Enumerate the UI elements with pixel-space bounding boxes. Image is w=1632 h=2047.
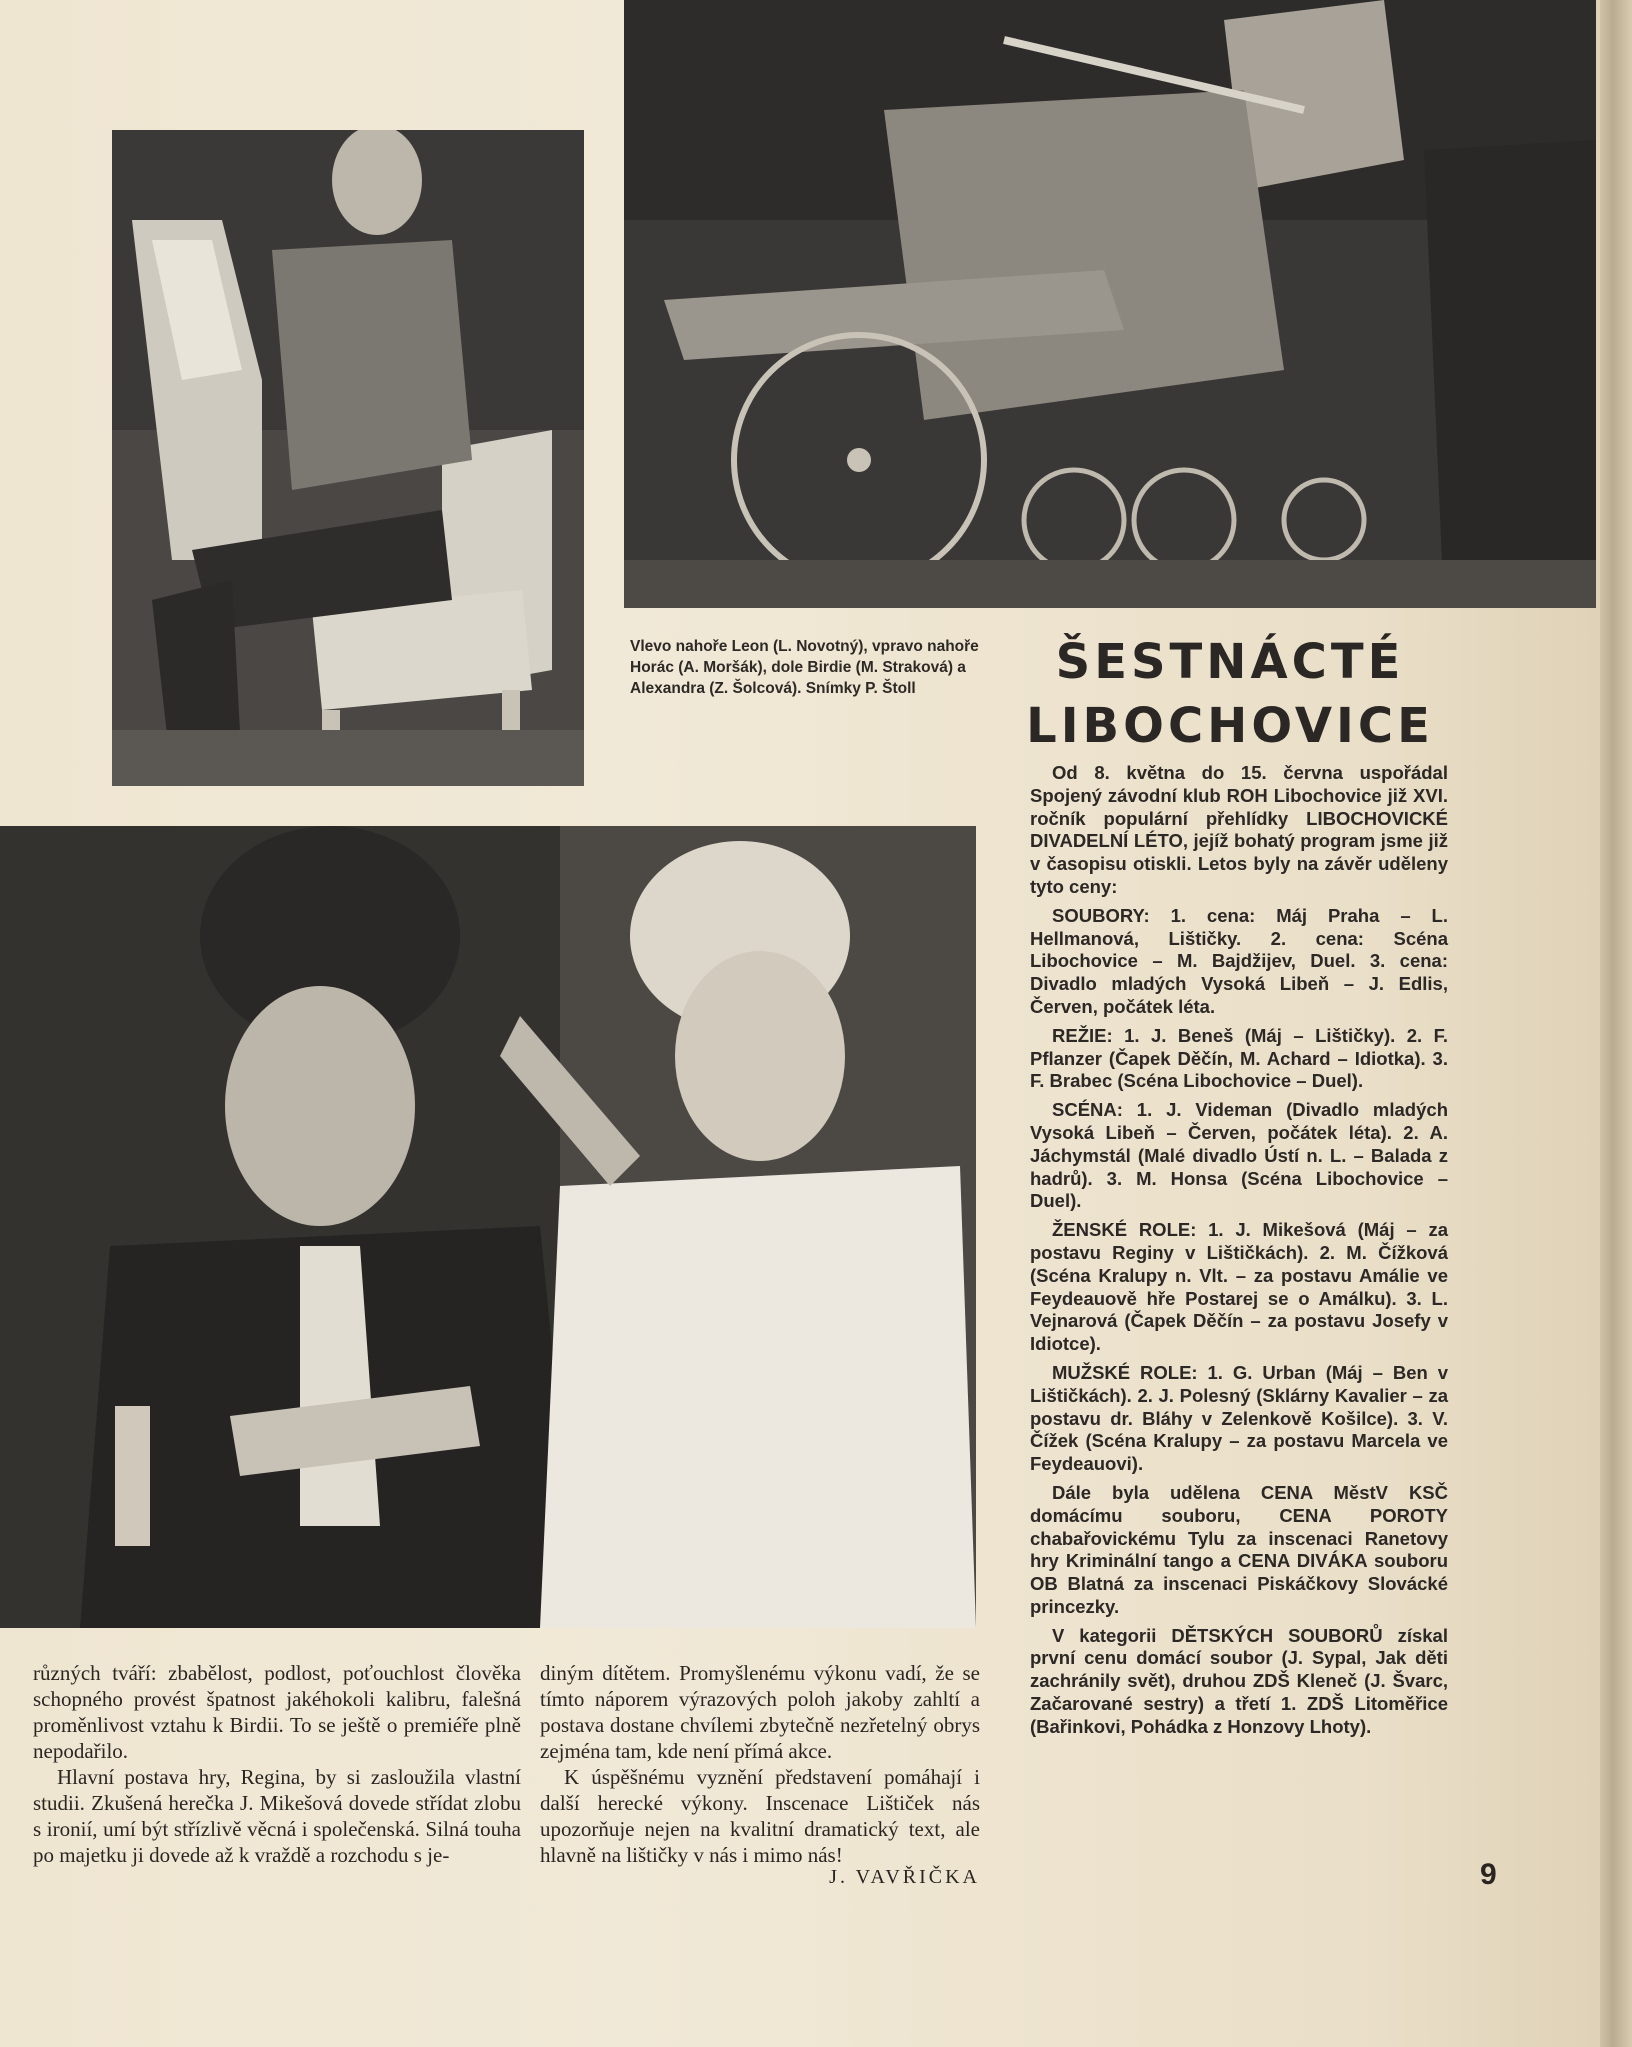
paragraph: Hlavní postava hry, Regina, by si zasloužila vlastní studii. Zkušená herečka J. Mikešová dovede střídat zlobu s ironií, umí být střízlivě věcná i společenská. Silná touha po majetku ji dovede až k vraždě a rozchodu s je- <box>33 1765 521 1867</box>
page-number: 9 <box>1480 1858 1497 1891</box>
photo-bottom <box>0 826 976 1628</box>
paragraph: MUŽSKÉ ROLE: 1. G. Urban (Máj – Ben v Lištičkách). 2. J. Polesný (Sklárny Kavalier – za postavu dr. Bláhy v Zelenkově Košilce). 3. V. Čížek (Scéna Kralupy – za postavu Marcela ve Feydeauovi). <box>1030 1361 1448 1475</box>
headline-line-1: ŠESTNÁCTÉ <box>1055 634 1405 690</box>
paragraph: Od 8. května do 15. června uspořádal Spojený závodní klub ROH Libochovice již XVI. ročník populární přehlídky LIBOCHOVICKÉ DIVADELNÍ LÉTO, jejíž bohatý program jsme již v časopisu otiskli. Letos byly na závěr uděleny tyto ceny: <box>1030 762 1448 897</box>
author-signature: J. VAVŘIČKA <box>829 1866 980 1888</box>
paragraph: K úspěšnému vyznění představení pomáhají i další herecké výkony. Inscenace Lištiček nás upozorňuje nejen na kvalitní dramatický text, ale hlavně na lištičky v nás i mimo nás! <box>540 1765 980 1867</box>
paragraph: Dále byla udělena CENA MěstV KSČ domácímu souboru, CENA POROTY chabařovickému Tylu za inscenaci Ranetovy hry Kriminální tango a CENA DIVÁKA souboru OB Blatná za inscenaci Piskáčkovy Slovácké princezky. <box>1030 1481 1448 1617</box>
two-actresses-icon <box>0 826 976 1628</box>
actor-on-chair-icon <box>112 130 584 786</box>
photo-caption: Vlevo nahoře Leon (L. Novotný), vpravo nahoře Horác (A. Moršák), dole Birdie (M. Straková) a Alexandra (Z. Šolcová). Snímky P. Štoll <box>630 638 979 697</box>
actor-in-wheelchair-icon <box>624 0 1596 608</box>
photo-top-left <box>112 130 584 786</box>
review-column-2 <box>540 1660 980 1868</box>
paragraph: diným dítětem. Promyšlenému výkonu vadí, že se tímto náporem výrazových poloh jakoby zahltí a postava dostane chvílemi zbytečně nezřetelný obrys zejména tam, kde není přímá akce. <box>540 1661 980 1763</box>
page-edge <box>1600 0 1632 2047</box>
photo-top-right <box>624 0 1596 608</box>
paragraph: různých tváří: zbabělost, podlost, poťouchlost člověka schopného provést špatnost jakéhokoli kalibru, falešná proměnlivost vztahu k Birdii. To se ještě o premiéře plně nepodařilo. <box>33 1661 521 1763</box>
review-column-1 <box>33 1660 521 1868</box>
article-headline <box>1000 630 1460 758</box>
headline-line-2: LIBOCHOVICE <box>1026 698 1434 754</box>
paragraph: SOUBORY: 1. cena: Máj Praha – L. Hellmanová, Lištičky. 2. cena: Scéna Libochovice – M. Bajdžijev, Duel. 3. cena: Divadlo mladých Vysoká Libeň – J. Edlis, Červen, počátek léta. <box>1030 904 1448 1017</box>
paragraph: SCÉNA: 1. J. Videman (Divadlo mladých Vysoká Libeň – Červen, počátek léta). 2. A. Jáchymstál (Malé divadlo Ústí n. L. – Balada z hadrů). 3. M. Honsa (Scéna Libochovice – Duel). <box>1030 1099 1448 1212</box>
right-column <box>1030 762 1448 1745</box>
paragraph: ŽENSKÉ ROLE: 1. J. Mikešová (Máj – za postavu Reginy v Lištičkách). 2. M. Čížková (Scéna Kralupy n. Vlt. – za postavu Amálie ve Feydeauově hře Postarej se o Amálku). 3. L. Vejnarová (Čapek Děčín – za postavu Josefy v Idiotce). <box>1030 1219 1448 1355</box>
paragraph: REŽIE: 1. J. Beneš (Máj – Lištičky). 2. F. Pflanzer (Čapek Děčín, M. Achard – Idiotka). 3. F. Brabec (Scéna Libochovice – Duel). <box>1030 1024 1448 1092</box>
paragraph: V kategorii DĚTSKÝCH SOUBORŮ získal první cenu domácí soubor (J. Sypal, Jak děti zachránily svět), druhou ZDŠ Kleneč (J. Švarc, Začarované sestry) a třetí 1. ZDŠ Litoměřice (Bařinkovi, Pohádka z Honzovy Lhoty). <box>1030 1624 1448 1737</box>
